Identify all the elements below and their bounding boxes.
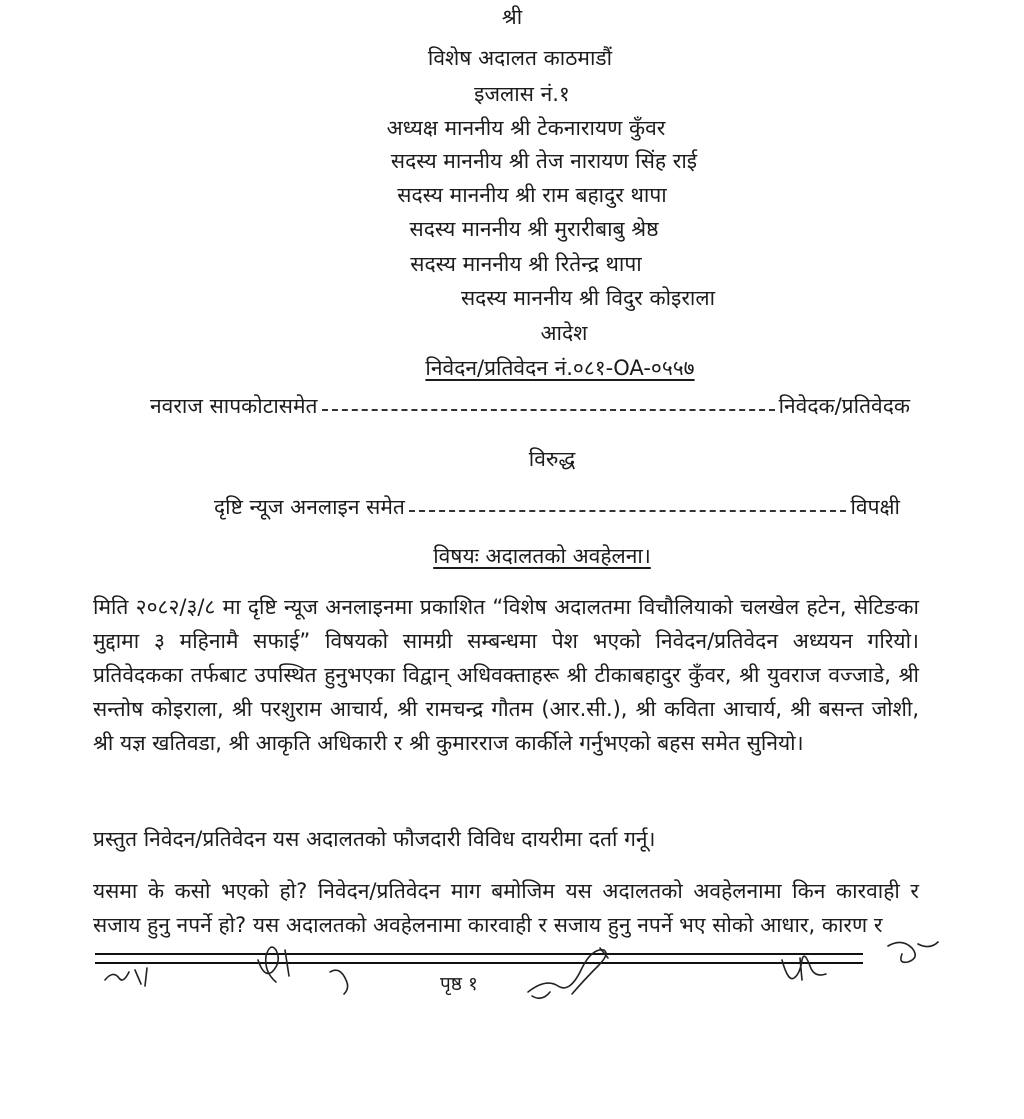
signature-mark	[105, 968, 147, 986]
respondent-name: दृष्टि न्यूज अनलाइन समेत	[214, 495, 405, 519]
respondent-role: विपक्षी	[850, 495, 900, 519]
bench-member-1: सदस्य माननीय श्री तेज नारायण सिंह राई	[390, 149, 698, 173]
signature-mark	[782, 956, 826, 980]
paragraph-3: यसमा के कसो भएको हो? निवेदन/प्रतिवेदन माग बमोजिम यस अदालतको अवहेलनामा किन कारवाही र सजाय हुनु नपर्ने हो? यस अदालतको अवहेलनामा कारवाही र सजाय हुनु नपर्ने भए सोको आधार, कारण र	[93, 879, 919, 937]
page-number: पृष्ठ १	[440, 973, 478, 995]
bench-chair: अध्यक्ष माननीय श्री टेकनारायण कुँवर	[386, 116, 666, 140]
respondent-row	[214, 493, 900, 521]
leader-dashes	[322, 409, 775, 411]
bench-number: इजलास नं.१	[474, 82, 570, 106]
leader-dashes	[409, 510, 847, 512]
signature-mark	[258, 947, 289, 982]
signature-mark	[888, 942, 938, 962]
order-heading: आदेश	[540, 321, 588, 345]
paragraph-1: मिति २०८२/३/८ मा दृष्टि न्यूज अनलाइनमा प्रकाशित “विशेष अदालतमा विचौलियाको चलखेल हटेन, सेटिङका मुद्दामा ३ महिनामै सफाई” विषयको सामग्री सम्बन्धमा पेश भएको निवेदन/प्रतिवेदन अध्ययन गरियो। प्रतिवेदकका तर्फबाट उपस्थित हुनुभएका विद्वान् अधिवक्ताहरू श्री टीकाबहादुर कुँवर, श्री युवराज वज्जाडे, श्री सन्तोष कोइराला, श्री परशुराम आचार्य, श्री रामचन्द्र गौतम (आर.सी.), श्री कविता आचार्य, श्री बसन्त जोशी, श्री यज्ञ खतिवडा, श्री आकृति अधिकारी र श्री कुमारराज कार्कीले गर्नुभएको बहस समेत सुनियो।	[93, 595, 919, 755]
petitioner-row	[150, 392, 910, 420]
signatures	[0, 930, 1024, 1020]
versus-label: विरुद्ध	[528, 447, 576, 471]
case-number: निवेदन/प्रतिवेदन नं.०८१-OA-०५५७	[425, 356, 695, 380]
header-shree: श्री	[501, 5, 523, 29]
bench-member-4: सदस्य माननीय श्री रितेन्द्र थापा	[410, 252, 642, 276]
bench-member-5: सदस्य माननीय श्री विदुर कोइराला	[460, 286, 716, 310]
subject-line: विषयः अदालतको अवहेलना।	[433, 544, 651, 568]
bench-member-2: सदस्य माननीय श्री राम बहादुर थापा	[397, 183, 667, 207]
petitioner-role: निवेदक/प्रतिवेदक	[778, 394, 910, 418]
court-name: विशेष अदालत काठमाडौं	[427, 46, 613, 70]
signature-mark	[528, 948, 608, 998]
bench-member-3: सदस्य माननीय श्री मुरारीबाबु श्रेष्ठ	[409, 217, 659, 241]
petitioner-name: नवराज सापकोटासमेत	[150, 394, 318, 418]
paragraph-2: प्रस्तुत निवेदन/प्रतिवेदन यस अदालतको फौजदारी विविध दायरीमा दर्ता गर्नू।	[93, 827, 656, 851]
signature-mark	[330, 970, 348, 994]
